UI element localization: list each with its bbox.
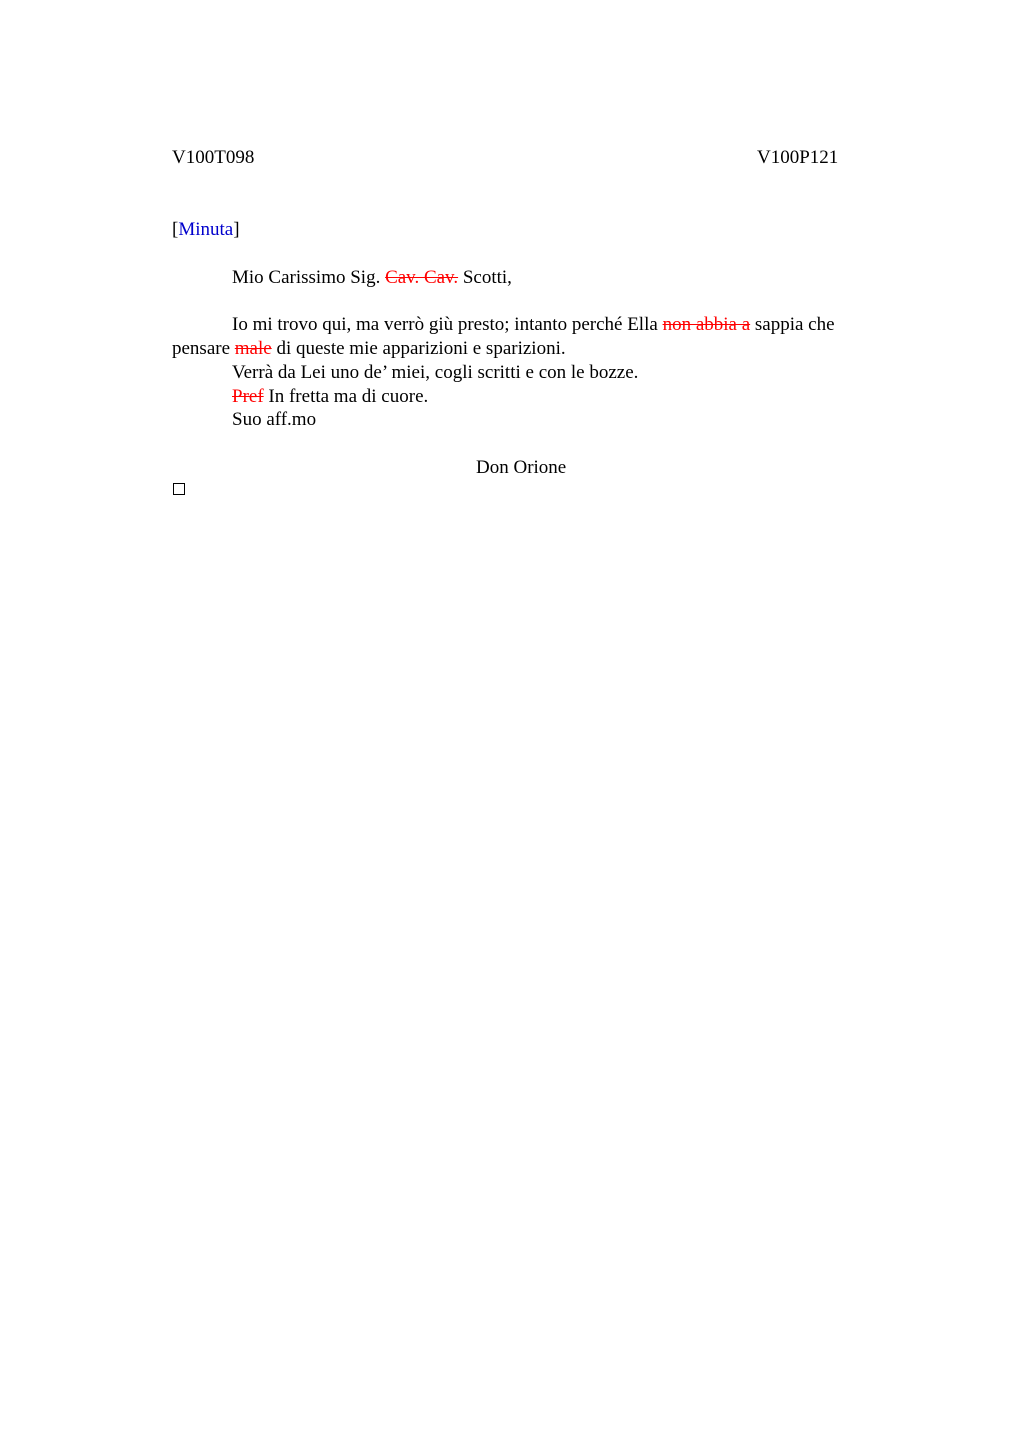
- minuta-note: [172, 218, 240, 242]
- line-fretta-text: In fretta ma di cuore.: [263, 386, 429, 407]
- document-code-right: V100P121: [757, 147, 839, 168]
- paragraph1-line1-deleted: non abbia a: [662, 314, 751, 335]
- paragraph1-line2: [172, 337, 566, 361]
- paragraph1-line1-before: Io mi trovo qui, ma verrò giù presto; intanto perché Ella: [232, 314, 663, 335]
- paragraph1-line2-before: pensare: [172, 338, 235, 359]
- salutation-text-after: Scotti,: [458, 267, 512, 288]
- line-verra: Verrà da Lei uno de’ miei, cogli scritti e con le bozze.: [232, 362, 639, 383]
- salutation-deleted: Cav. Cav.: [385, 267, 459, 288]
- paragraph1-line1-after: sappia che: [750, 314, 835, 335]
- note-open-bracket: [: [172, 219, 179, 240]
- paragraph1-line1: [232, 313, 835, 337]
- salutation-text-before: Mio Carissimo Sig.: [232, 267, 386, 288]
- closing: Suo aff.mo: [232, 409, 317, 430]
- signature: Don Orione: [476, 457, 567, 478]
- line-fretta: [232, 385, 428, 409]
- note-label: Minuta: [178, 219, 234, 240]
- checkbox-square-icon: [173, 483, 185, 495]
- paragraph1-line2-deleted: male: [234, 338, 272, 359]
- note-close-bracket: ]: [233, 219, 240, 240]
- salutation: [232, 266, 512, 290]
- document-code-left: V100T098: [172, 147, 255, 168]
- paragraph1-line2-after: di queste mie apparizioni e sparizioni.: [271, 338, 566, 359]
- line-fretta-deleted: Pref: [232, 386, 264, 407]
